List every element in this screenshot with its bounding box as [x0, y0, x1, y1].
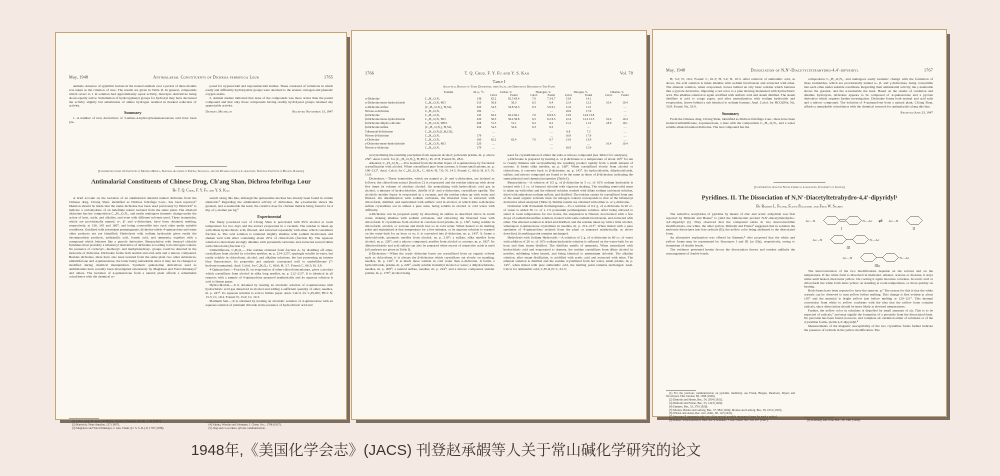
- experimental-text: [365, 153, 633, 371]
- contribution-line: [Contribution from the Institute of Materia Medica, National Academy of Peiping, Shanghai, and the Pharmacological Laboratory, National Institute of Health, Nanking]: [97, 170, 305, 173]
- text-column-left: [69, 85, 197, 160]
- received-line: [206, 110, 334, 114]
- table-cell: 12.4: [565, 118, 572, 122]
- table-cell: 16.9: [565, 109, 572, 113]
- paragraph: Further, the yellow color in solutions is dispelled by small amounts of air. This is to be expected of radicals,⁷ and may signify the formation of a peroxide from the dissociated form. No peroxide has been found, however, and complete air oxidation either of solutions or of the crystalline forms, yields 4,4′-dipyridyl.⁸: [804, 308, 933, 325]
- table-title: Table I: [492, 79, 506, 84]
- table-cell: 16.9: [565, 146, 572, 150]
- table-cell: 10.4: [622, 101, 628, 105]
- page-number: 1767: [924, 68, 933, 73]
- pyridine-ring: [853, 235, 869, 243]
- issue-date: May, 1948: [666, 68, 686, 73]
- paragraph: From the Chinese drug, Ch'ang Shan, identified as Dichroa febrifuga Lour., there have been isolated umbelliferone, 4-quinazolone, a base with the composition C₁₆H₂₁O₂N₃, and a water soluble alkaloid named dichroine. The last compound has the: [666, 117, 795, 129]
- table-cell: 56.3: [511, 101, 517, 105]
- col-chlorine: Chlorine, %: [610, 91, 624, 95]
- footnote-rule: [804, 418, 834, 419]
- table-cell: …: [492, 146, 496, 150]
- paragraph: (2) Hartwich, Neue Annalen, 127 (1907).: [72, 423, 120, 427]
- table-cell: C₁₆H₂₀O₃N₄: [425, 134, 440, 138]
- table-cell: 6.9 6.5: [547, 113, 556, 117]
- ac-n-label: Ac—N: [888, 218, 899, 223]
- table-cell: β-Dichroine mono-hydrochloride: [365, 118, 405, 122]
- text-column-left: [69, 196, 197, 430]
- paragraph: A brief account on the isolation of an antimalarial alkaloid named dichroine from the Chinese drug, Ch'ang Shan, identified as Dichroa febrifuga Lour., has been reported.¹ Mention should be made that the name dichroine has been used previously by Hartwich² to indicate a carbohydrate of an indefinite nature isolated from the same plant. The alkaloid dichroine has the composition C₁₆H₂₁O₂N₃, and easily undergoes isomeric change under the action of heat, acids, and alkalies, and even with different solvents used. These isomerides, which are provisionally named, α-, β- and γ-dichroines, have been obtained, melting, respectively, at 136, 145 and 160°, and being convertible into each other under suitable conditions. Oxidized with potassium permanganate, dichroine yields 4-quinazolone and some other products not yet identified. Hydrolysis with sodium hydroxide gives easily the decomposition products, anthranilic acid, formic acid, and ammonia, together with a compound which behaves like a pyrrole derivative. Benzoylation with benzoyl chloride furnishes most probably a tribenzoyl derivative of dichroine according to its nitrogen content. No presence of carboxyl-, methoxyl- and methylenedioxy- groups could be detected in the molecule of dichroine. Dichroine forms both normal and acid salts and a nitroso compound. Besides dichroine, there have also been isolated from the same plant two other substances, umbelliferone and 4-quinazolone, the latter being remarkable since it may not be changed or modified during chemical manipulation. Synthetic quinazoline derivatives used as antimalarials have recently been investigated extensively by Magidson and Yolovchinskaya³ and others. The isolation of 4-quinazolone from a natural plant affords a remarkable coincidence with the chemical re-: [69, 196, 197, 279]
- received-date: Received November 13, 1947: [292, 110, 333, 114]
- paragraph: Measurements of the magnetic susceptibility of the two crystalline forms further indicate the presence of radicals in the yellow modification. The: [804, 324, 933, 333]
- table-cell: Nitroso-β-dichroine: [365, 134, 389, 138]
- table-cell: …: [549, 146, 553, 150]
- table-cell: 62.2: [490, 97, 497, 101]
- table-cell: 12.4: [565, 101, 572, 105]
- contribution-line: [Contribution from the Noyes Chemical Laboratory, University of Illinois]: [754, 186, 845, 189]
- paragraph: Platinum Salt.—It is obtained by treating an alcoholic solution of 4-quinazolone with an aqueous solution of platinum chloride in the presence of hydrochloric acid and: [205, 299, 333, 307]
- journal-page-1765: [55, 32, 347, 431]
- page3-running-head: [666, 68, 933, 73]
- table-cell: …: [549, 134, 553, 138]
- paragraph-group: [69, 117, 197, 125]
- article-divider-rule: [175, 166, 227, 167]
- table-cell: α-Dichroine sulfate: [365, 105, 389, 109]
- table-cell: [617, 146, 633, 150]
- table-cell: 6.5: [532, 118, 536, 122]
- article-title: Antimalarial Constituents of Chinese Drug, Ch'ang Shan, Dichroa febrifuga Lour: [91, 177, 311, 185]
- n-ac-label: N—Ac: [899, 255, 910, 260]
- paragraph: The finely powdered root of Ch'ang Shan is percolated with 95% alcohol at room temperature for two days and the extract evaporated in a vacuum. The residue is taken up with dilute hydrochloric acid, filtered, and extracted repeatedly with ether, which constitutes fraction A. The acid solution is rendered slightly alkaline with sodium bicarbonate and shaken well with ether containing about 20% of chloroform (fraction B). The aqueous solution is then made strongly alkaline with potassium carbonate and extracted several times with chloroform (fraction C).: [205, 220, 333, 248]
- paragraph-group: [804, 78, 933, 110]
- table-cell: 7.0: [532, 97, 536, 101]
- table-cell: C₁₆H₂₁O₂N₃·HCl: [425, 101, 446, 105]
- structure-label-I: I: [841, 226, 843, 231]
- chemical-structure-diagram: [805, 213, 933, 267]
- paragraph: pared for trypanocidal and treponemacidal studies. These consisted of variations in which easily and difficultly hydrolyzable groups were attached to the arsenic, nitrogen and phenolic oxygen atoms.: [205, 84, 333, 96]
- col-mp: M. p., °C.: [473, 91, 485, 95]
- subcol-found: Found: [547, 94, 555, 98]
- paragraph: Dichroines.—These isomerides, which are named α-, β- and γ-dichroines, are isolated as follows: the chloroform extract (fraction C) is evaporated and the residue taken up with about five times its volume of absolute alcohol. On neutralizing with hydrochloric acid gas in alcohol, a mixture of hydrochlorides, chiefly of β- and γ-dichroines, crystallizes rapidly. The alcoholic mother liquor is evaporated in a vacuum, and the residue taken up with water and filtered. On alkalinization with sodium carbonate, the liberated base is extracted with chloroform, distilled, and neutralized with sulfuric acid in alcohol, at which time α-dichroine sulfate crystallizes out in almost a pure state, being soluble in alcohol or cold water with difficulty.: [365, 177, 495, 213]
- analytical-table-wrapper: [365, 91, 633, 150]
- footnote-list: [666, 392, 795, 423]
- paragraph: (3) Dimroth and Frister, Ber., 55, 1223 (1922).: [669, 402, 723, 405]
- table-cell: β-Dichroine sulfate: [365, 126, 389, 130]
- table-cell: 10.4: [606, 101, 612, 105]
- structure-label-IIIa: IIIa: [874, 263, 880, 268]
- paragraph-group: [804, 269, 933, 332]
- subcol-calcd: Calcd.: [564, 94, 573, 98]
- paragraph: Hydrochloride.—It is obtained by treating an alcoholic solution of 4-quinazolone with hydrochloric acid gas dissolved in alcohol and adding a sufficient quantity of ether; needles, m. p. 247°. Its aqueous solution is acid to litmus paper. Anal. Calcd. for C₈H₆ON₂·HCl: N, 15.3; Cl, 19.4. Found: N, 15.0; Cl, 19.3.: [205, 283, 333, 300]
- table-cell: β-Dichroine dihydro-chloride: [365, 122, 401, 126]
- paragraph: Hydrolysis with Sodium Hydroxide.—A solution of 2 g. of α-dichroine in 60 cc. of water with addition of 20 cc. of 10% sodium hydroxide solution is refluxed on the water-bath for an hour and then steam distilled. The distillate smells of ammonia. When neutralized with hydrochloric acid and evaporated to dryness, the residue crystallizes from dilute alcohol in needles, subliming when heated, and being identical to ammonium chloride. The alkaline solution, after steam distillation, is acidified with acetic acid and extracted with ether. The ethereal solution is distilled and the residue crystallized from hot water, small prisms, m. p. 145°, when mixed with pure anthranilic acid, the melting point remains unchanged. Anal. Calcd. for anthranilic acid, C₇H₇O₂N: C, 61.3;: [503, 236, 633, 272]
- paragraph-group: [504, 153, 634, 271]
- paragraph-group: [666, 78, 795, 110]
- table-cell: 6.3: [532, 126, 536, 130]
- pyridine-ring: [831, 235, 847, 243]
- table-cell: …: [623, 113, 627, 117]
- n-ac-label: N—Ac: [862, 218, 873, 223]
- received-line: Received June 23, 1947: [900, 111, 933, 115]
- paragraph: (8) Kainer, Schwarzenbach, Bent and Schomaker, J. Am. Chem. Soc., 69, 457 (1947).: [669, 419, 769, 423]
- table-cell: …: [492, 142, 496, 146]
- table-body: [365, 97, 633, 150]
- paragraph: An alternative explanation was offered by Emmert,⁴ who proposed that the white and yellow forms may be represented by Structures I and III (or IIIa), respectively, owing to isomerism of double bonds.: [666, 236, 795, 248]
- running-authors: T. Q. Chou, F. Y. Fu and Y. S. Kao: [464, 71, 530, 76]
- table-cell: (C₁₆H₂₁O₂N₃)₂·H₂SO₄: [425, 126, 452, 130]
- table-cell: C₁₆H₂₁O₂N₃: [425, 97, 440, 101]
- paragraph-group: [69, 196, 197, 279]
- page1-content: [56, 75, 346, 430]
- running-title: Antimalarial Constituents of Dichroa febrifuga Lour: [153, 75, 260, 80]
- table-cell: …: [492, 134, 496, 138]
- pyridine-ring: [861, 253, 877, 261]
- footnotes-block: [804, 416, 933, 423]
- footnote-list: [804, 419, 933, 422]
- paragraph: (9) Gomberg and Cone, Ber., 39, 1461 (1906).: [807, 419, 861, 423]
- first-article-end: [666, 78, 933, 176]
- page2-content: [352, 71, 646, 371]
- structure-label-II: II: [912, 226, 915, 231]
- table-cell: 7.2: [586, 130, 591, 134]
- footnotes-block: [206, 420, 334, 430]
- table-cell: γ-Dichroine mono-hydrochloride: [365, 142, 405, 146]
- subcol-found: Found: [510, 94, 518, 98]
- table-subtitle: Analytical Results of These Dichroines, their Salts, and Derivatives Described in This Paper: [442, 85, 555, 89]
- paragraph: 4-Quinazolone.—Fraction B, on evaporation of ether-chloroform mixture, gives a product which crystallizes from alcohol in silky long needles, m. p. 212–213°. It is identical in all respects with a sample of 4-quinazolone prepared synthetically and its aqueous solution is acid to litmus paper.: [205, 267, 333, 284]
- table-cell: …: [623, 130, 627, 134]
- table-cell: …: [623, 109, 627, 113]
- table-cell: 145: [476, 113, 482, 117]
- paragraph: animals. Absence of syphilitic lesions in the treated animals over a period of three months was taken as the criterion of cure. The results are given in Table II. In general, compounds which revert to 1 in solution had approximately equal activity, mercapto derivatives being about equally active. Substitution of hydroxyphenyl groups for hydroxyl may have decreased the activity slightly but substitution of amino hydrogen resulted in marked reduction of activity.: [69, 84, 197, 108]
- previous-article-end: [69, 85, 333, 160]
- photo-caption: 1948年,《美国化学会志》(JACS) 刊登赵承嘏等人关于常山碱化学研究的论文: [190, 442, 702, 459]
- subcol-calcd: Calcd.: [605, 94, 613, 98]
- paragraph: Alkaloid, C₁₆H₂₁O₂N₃.—It is isolated from the mother liquor of 4-quinazolone by fractional crystallization with alcohol. When crystallized pure from acetone, it forms small prisms, m. p. 190–212°. Anal. Calcd. for C₁₆H₂₁O₂N₃: C, 66.4; H, 7.0; N, 14.5. Found: C, 66.0; H, 6.7; N, 13.9.: [365, 161, 495, 177]
- subcol-calcd: Calcd.: [530, 94, 538, 98]
- table-cell: 10.4: [622, 142, 628, 146]
- table-cell: …: [587, 126, 591, 130]
- table-cell: 160: [476, 138, 482, 142]
- table-cell: C₁₆H₂₀O₃N₄: [425, 146, 440, 150]
- text-column-left: [666, 212, 795, 422]
- analytical-results-table: [365, 91, 633, 150]
- table-cell: 10.4: [622, 118, 628, 122]
- col-formula: Formula: [443, 91, 454, 95]
- table-cell: 7.0: [532, 113, 536, 117]
- table-cell: 6.2: [549, 122, 554, 126]
- table-cell: 6.2: [532, 122, 536, 126]
- page1-running-head: [69, 75, 333, 80]
- text-column-left: [365, 153, 495, 371]
- table-cell: 6.8: [566, 130, 571, 134]
- table-cell: C₁₆H₂₁O₂N₃·HCl: [425, 142, 446, 146]
- experimental-heading: Experimental: [257, 214, 282, 220]
- table-cell: 18.9: [606, 122, 612, 126]
- ac-n-label: Ac—N: [805, 218, 816, 223]
- table-cell: β-Dichroine: [365, 113, 380, 117]
- table-cell: 17.9: [585, 134, 592, 138]
- paragraph: γ-Dichroine is prepared by heating α- or β-dichroine to a temperature of about 165° for ten to twenty minutes and recrystallizing the resulting product rapidly from a small amount of acetone. It forms silky needles, m. p. 160°. When crystallized slowly from alcohol or chloroform, it converts back to β-dichroine, m. p. 145°. Its hydrochloride, dihydrochloride, sulfate, and nitroso compound are found to be the same as those of β-dichroine, indicating the same physical and chemical properties (Table I).: [503, 157, 633, 181]
- table-cell: C₁₆H₂₁O₂N₃·HCl: [425, 118, 446, 122]
- article-title: Pyridines. II. The Dissociation of N,N′-Diacetyltetrahydro-4,4′-dipyridyl¹: [701, 193, 898, 201]
- table-cell: 51.1: [511, 122, 517, 126]
- text-column-right: [804, 212, 933, 422]
- table-cell: 182: [476, 109, 482, 113]
- table-cell: 62.2: [490, 113, 497, 117]
- table-cell: 13.9: [565, 113, 572, 117]
- table-cell: 62.2: [490, 138, 497, 142]
- paragraph: The evidence presented herein favors the dissociation theory and renders unlikely the rearrangement of double bonds.: [666, 247, 795, 256]
- table-cell: C₁₆H₁₈O₂N₃(C₆H₅CO)₃: [425, 130, 454, 134]
- table-cell: 220: [476, 105, 482, 109]
- volume-number: Vol. 70: [619, 71, 633, 76]
- paragraph: (5) Jang and co-workers, private communication.: [208, 427, 266, 431]
- table-cell: 54.6: [511, 126, 517, 130]
- paragraph: composition C₁₆H₂₁O₂N₃, and undergoes easily isomeric change with the formation of three isomerides, which are provisionally named α-, β- and γ-dichroines, being convertible into each other under suitable conditions. Regarding their antimalarial activity, the γ-isomeride shows the greatest, and the α-isomeride the least. Based on the results of oxidation and alkaline hydrolysis, dichroine appears to be composed of 4-quinazolone and a pyrrole derivative which requires further investigation. Dichroine forms both normal and acid salts and a nitroso compound. The isolation of 4-quinazolone from a natural plant, Ch'ang Shan, affords a remarkable coincidence with the chemical research for antimalarials along this line.: [804, 77, 933, 109]
- table-cell: 5.9 6.1: [547, 105, 556, 109]
- table-cell: C₁₆H₂₁O₂N₃: [425, 138, 440, 142]
- paragraph: (4) Emmert, Ber., 53, 370 (1920).: [669, 405, 708, 409]
- footnote-list: [206, 424, 334, 431]
- page-number: 1765: [324, 75, 333, 80]
- paragraph: (1) Chou, Jang, Fu, Kao and Huang, Science (Chinese), 29, No. 1, 42 (1947).: [72, 420, 162, 424]
- table-cell: …: [492, 109, 496, 113]
- table-cell: …: [623, 138, 627, 142]
- subcol-calcd: Calcd.: [489, 94, 498, 98]
- table-cell: 62.4: [511, 138, 517, 142]
- table-cell: γ-Dichroine: [365, 138, 380, 142]
- table-cell: 210: [476, 101, 482, 105]
- article-divider-rule: [774, 182, 826, 183]
- table-cell: 54.3: [490, 105, 497, 109]
- page-number: 1766: [365, 71, 374, 76]
- table-cell: …: [587, 142, 591, 146]
- table-cell: 19.1: [622, 122, 628, 126]
- paragraph: (4) Sakina, Wasche and Soltmann, J. Chem. Soc., 1798 (1937).: [208, 423, 282, 427]
- table-cell: α-Dichroine: [365, 97, 380, 101]
- structure-label-III: III: [846, 245, 851, 250]
- subcol-found: Found: [621, 94, 629, 98]
- place-line: Detroit, Michigan: [205, 110, 232, 114]
- paragraph: (3) Magidson and Yolovchinskaya, J. Gen. Chem. (U. S. S. R.), 8, 1797 (1938).: [72, 427, 165, 431]
- table-cell: 11.3: [586, 122, 592, 126]
- table-cell: 56.3: [490, 118, 497, 122]
- table-cell: C₁₆H₂₀O₃N₄: [425, 109, 440, 113]
- table-cell: 14.1: [585, 97, 592, 101]
- table-cell: (C₁₆H₂₁O₂N₃)₂·H₂SO₄: [425, 105, 452, 109]
- table-cell: Tribenzoyl-β-dichroine: [365, 130, 393, 134]
- text-column-right: [804, 78, 933, 176]
- table-cell: …: [623, 126, 627, 130]
- table-cell: 62.2 62.1: [508, 113, 520, 117]
- text-column-right: [206, 196, 334, 430]
- col-carbon: Carbon, %: [499, 91, 512, 95]
- paragraph-group: [206, 85, 334, 109]
- table-cell: 13.9: [585, 138, 592, 142]
- paragraph-group: [666, 212, 795, 255]
- paragraph-group: [206, 196, 334, 212]
- article-body: [69, 196, 333, 430]
- table-cell: 7.0: [532, 138, 536, 142]
- table-cell: 220: [476, 142, 482, 146]
- table-cell: 54.3: [490, 126, 497, 130]
- paragraph-group: [666, 118, 795, 130]
- table-cell: 15.9: [585, 146, 592, 150]
- table-row: [365, 146, 633, 150]
- paragraph-group: [206, 221, 334, 308]
- table-cell: Nitroso-γ-dichroine: [365, 146, 389, 150]
- table-cell: 11.5: [586, 105, 592, 109]
- pyridine-ring: [846, 216, 862, 224]
- table-cell: 10.4: [606, 142, 612, 146]
- article-body: [666, 212, 933, 422]
- journal-page-1766: [351, 30, 647, 420]
- paragraph: Oxidation with Potassium Permanganate.—To a solution of 0.2 g. of α-dichroine in 20 cc. of water is added 50 cc. of a 1% potassium permanganate solution. After being allowed to stand at room temperature for two hours, the suspension is filtered, decolorized with a few drops of sodium thiosulfate solution, treated with some sodium bicarbonate, and extracted with ether. The ethereal solution is dried and distilled, and the residue taken up with a little alcohol, whereupon 4-quinazolone crystallizes in needles, m. p. 212–213°. When mixed with a pure specimen of 4-quinazolone isolated from the plant or prepared synthetically, as above described, its melting point remains unchanged.: [503, 204, 633, 236]
- table-cell: C₁₆H₂₁O₂N₃·2HCl: [425, 122, 448, 126]
- table-cell: …: [549, 130, 553, 134]
- paragraph: recrystallizing the resulting precipitate from aqueous alcohol; yellowish prisms, m. p. above 250°. Anal. Calcd. for (C₁₆H₂₁O₂N₃)₂·H₂PtCl₆: Pt, 27.8. Found: Pt, 28.0.: [365, 153, 495, 161]
- table-cell: 51.5: [490, 122, 497, 126]
- table-cell: 7.3 6.7: [547, 97, 556, 101]
- table-cell: 179: [476, 134, 482, 138]
- article-byline: By Robert L. Frank, Floyd Pelletier and Fred W. Starks: [756, 203, 843, 209]
- table-cell: [526, 146, 542, 150]
- paragraph: α-Dichroine can be prepared easily by dissolving its sulfate as described above in warm water, making alkaline with sodium carbonate, and extracting the liberated base with chloroform. It crystallizes from alcohol in colorless hard prisms, m. p. 136°, being soluble in chloroform, alcohol, or acetone and much less so in cold water. When heated to its melting point and maintained at that temperature for a few minutes, or its aqueous solution is warmed on the water-bath for an hour or so, it is converted into β-dichroine, m. p. 145°. It forms a hydrochloride, prismatic needles from alcohol, m. p. 210°; a sulfate, silky needles from alcohol, m. p. 220°; and a nitroso compound, needles from alcohol or acetone, m. p. 182°. Its dihydrochloride and acid sulfate can also be prepared when excess of respective acids is used (all analyses are given in Table I).: [365, 212, 495, 252]
- table-cell: 11.9: [565, 105, 571, 109]
- paragraph: used for crystallization of either the salts or nitroso compound (see Table I for analyses).: [507, 153, 628, 157]
- running-title: Dissociation of N,N′-Diacetyltetrahydro-4,4′-dipyridyl: [750, 68, 859, 73]
- table-cell: 62.5 63.4: [508, 97, 520, 101]
- page2-running-head: [365, 71, 633, 76]
- paragraph: Both forms have been reported to have the same m. p.² The reason for this is that the white crystals can be observed to turn yellow before melting. This change is first evident at about 105° and the material is bright yellow just before melting at 120–121°. This thermal conversion from white to yellow conforms with the idea that the yellow form contains radicals, since dissociation should be more likely at elevated temperatures.: [804, 289, 933, 309]
- table-cell: …: [623, 134, 627, 138]
- paragraph: Umbelliferone, C₉H₆O₃.—The residue obtained from fraction A, by distilling off ether, crystallizes from alcohol in colorless needles, m. p. 224–225°, sparingly soluble in water, but easily soluble in chloroform, alcohol, and alkaline solutions, the last possessing an intense blue fluorescence. Its properties and analysis correspond well to umbelliferone (7-hydroxycoumarine). Anal. Calcd. for C₉H₆O₃: C, 66.6; H, 3.7. Found: C, 66.5; H, 3.9.: [205, 248, 333, 268]
- table-cell: 17.9: [585, 109, 592, 113]
- table-cell: 6.5: [532, 101, 536, 105]
- ac-n-label: Ac—N: [812, 237, 823, 242]
- table-cell: 6.7: [549, 138, 554, 142]
- paragraph: 1. A number of new derivatives of 3-amino-4-hydroxybenzenearsonous acid have been pre-: [69, 116, 197, 125]
- table-cell: …: [623, 105, 627, 109]
- article-byline: By T. Q. Chou, F. Y. Fu and Y. S. Kao: [172, 187, 230, 193]
- table-cell: 14.0 13.8: [582, 113, 595, 117]
- issue-date: May, 1948: [69, 75, 89, 80]
- pyridine-ring: [883, 253, 899, 261]
- paragraph-group: [365, 153, 495, 275]
- table-cell: 10.4: [606, 118, 612, 122]
- table-cell: [601, 146, 617, 150]
- ac-n-label: Ac—N: [842, 255, 853, 260]
- table-cell: 179: [476, 146, 482, 150]
- table-cell: 13.9: [565, 138, 572, 142]
- page3-content: [653, 68, 946, 422]
- journal-page-1767: [652, 29, 947, 423]
- footnotes-block: [69, 417, 197, 431]
- table-cell: 12.2 12.3: [582, 118, 595, 122]
- table-cell: [502, 146, 526, 150]
- col-hydrogen: Hydrogen, %: [535, 91, 551, 95]
- summary-heading: Summary: [721, 111, 740, 116]
- table-cell: 16.9: [565, 134, 572, 138]
- text-column-left: [666, 78, 795, 176]
- table-cell: …: [492, 130, 496, 134]
- table-cell: 220: [476, 118, 482, 122]
- table-cell: 54.8 54.3: [508, 105, 520, 109]
- table-cell: 6.3: [549, 126, 554, 130]
- paragraph: β-Dichroine.—When the crude dichroine bases are crystallized from an organic solvent such as chloroform, it is always the β-dichroine which crystallizes out slowly on standing; needles, m. p. 145°. It is much more soluble in cold water than α-dichroine. It forms a hydrochloride, prisms, m. p. 220°, easily soluble in methyl alcohol or water; a dihydrochloride, needles, m. p. 208°; a neutral sulfate, needles, m. p. 224°; and a nitroso compound, slender prisms, m. p. 179°; alcohol being: [365, 251, 495, 276]
- paragraph: (2) Dimroth and Heene, Ber., 54, 2934 (1921).: [669, 398, 723, 402]
- footnotes-block: [666, 388, 795, 422]
- paragraph: (6) Wibaut and Arens, Rec. trav. chim., 60, 112 (1941).: [669, 412, 733, 416]
- table-cell: 6.2 6.3: [547, 118, 556, 122]
- table-cell: Nitroso-α-dichroine: [365, 109, 389, 113]
- footnote-list: [69, 420, 197, 430]
- table-cell: 224: [476, 126, 482, 130]
- table-cell: 56.4 56.8: [508, 118, 520, 122]
- pyridine-ring: [824, 216, 840, 224]
- table-cell: C₁₆H₂₁O₂N₃: [425, 113, 440, 117]
- table-cell: …: [549, 142, 553, 146]
- paragraph: (7) Structure II represents only one of the several possible resonance forms for such a radical.: [669, 415, 778, 419]
- paragraph: (5) Montes, Busler and Ludwig, Ber., 57, 982 (1924); Montes and Ludwig, Ber., 58, 1031 (1925).: [669, 408, 783, 412]
- footnote-rule: [666, 390, 696, 391]
- paragraph: The interconversion of the two modifications depends on the solvent and on the temperature. If the white form is dissolved in methanol, ethanol, acetone or dioxane, it stays white until heated, then turns yellow. On cooling it again becomes colorless. In acetic acid or chloroform the white form turns yellow on standing at room temperature, or more quickly on heating.: [804, 269, 933, 289]
- table-cell: 56.6: [490, 101, 497, 105]
- subcol-found: Found: [585, 94, 593, 98]
- paragraph: The reductive acetylation of pyridine by means of zinc and acetic anhydride was first reported by Dimroth and Heene² to yield the bimolecular product N,N′-diacetyltetrahydro-4,4′-dipyridyl (I). They observed that the compound exists in two interconvertible modifications, one white, the other yellow. Dimroth and Frister³ suggested that in solution the molecule dissociates into free radicals (II), the yellow color being attributed to the dissociated form.: [666, 212, 795, 236]
- n-ac-label: N—Ac: [869, 237, 880, 242]
- paragraph: search along this line, although the quinazoline nucleus has already been found in certain alkaloids.⁴ Regarding the antimalarial activity of dichroines, the γ-isomeride shows the greatest, and α-isomeride the least; the curative dose for chicken malaria being found to be 4 mg. of γ-isomer per kg.⁵: [205, 196, 333, 212]
- text-column-right: [504, 153, 634, 371]
- paragraph-group: [69, 85, 197, 109]
- table-cell: 12.2: [585, 101, 592, 105]
- equilibrium-arrow: ⇌: [878, 219, 883, 225]
- pyridine-ring: [907, 216, 923, 224]
- text-column-right: [206, 85, 334, 160]
- table-cell: 6.4: [549, 101, 554, 105]
- paragraph: Benzoylation.—A solution of 0.5 g. of β-dichroine in 5 cc. of 10% sodium hydroxide is treated with 1.5 cc. of benzoyl chloride with vigorous shaking. The resulting semi-solid mass is taken up with ether and the ethereal solution washed with dilute sodium carbonate solution, dried with anhydrous sodium sulfate, and distilled. The residue cannot be crystallized from any of the usual organic solvents tried. Its nitrogen content corresponds to that of the tribenzoyl derivative when analyzed (Table I). Similar results are obtained with either α- or γ-dichroine.: [503, 180, 633, 205]
- paragraph: H, 5.2; N, 10.2. Found: C, 61.3; H, 5.4; N, 10.3. After removal of anthranilic acid, as above, the acid solution is made alkaline with sodium bicarbonate and extracted with ether. The ethereal solution, when evaporated, leaves behind an oily basic residue which behaves like a pyrrole derivative, imparting a red color to a pine shaving moistened with hydrochloric acid. The alkaline solution is again acidified with sulfuric acid and steam distilled. The steam distillate is acid to congo paper, and after neutralization with sodium hydroxide and evaporation, leaves behind a salt identical to sodium formate. Anal. Calcd. for HCOONa: Na, 33.8. Found: Na, 33.9.: [666, 77, 795, 109]
- paragraph: (1) For the previous communication on pyridine chemistry, see Frank, Blegen, Dearborn, Myers and Woodward, This Journal, 68, 1368 (1946).: [666, 391, 795, 399]
- table-cell: 208: [476, 122, 482, 126]
- col-nitrogen: Nitrogen, %: [573, 91, 588, 95]
- table-cell: 11.2: [565, 122, 571, 126]
- table-cell: …: [549, 109, 553, 113]
- paragraph: 2. Animal studies indicated that none of the compounds was more active than the parent compound and that only those compounds having readily hydrolyzed groups retained any appreciable activity.: [205, 96, 333, 108]
- table-cell: 13.9: [565, 97, 572, 101]
- table-cell: 6.3: [532, 105, 536, 109]
- table-cell: α-Dichroine mono-hydrochloride: [365, 101, 405, 105]
- summary-heading: Summary: [124, 110, 142, 116]
- table-cell: 136: [476, 97, 482, 101]
